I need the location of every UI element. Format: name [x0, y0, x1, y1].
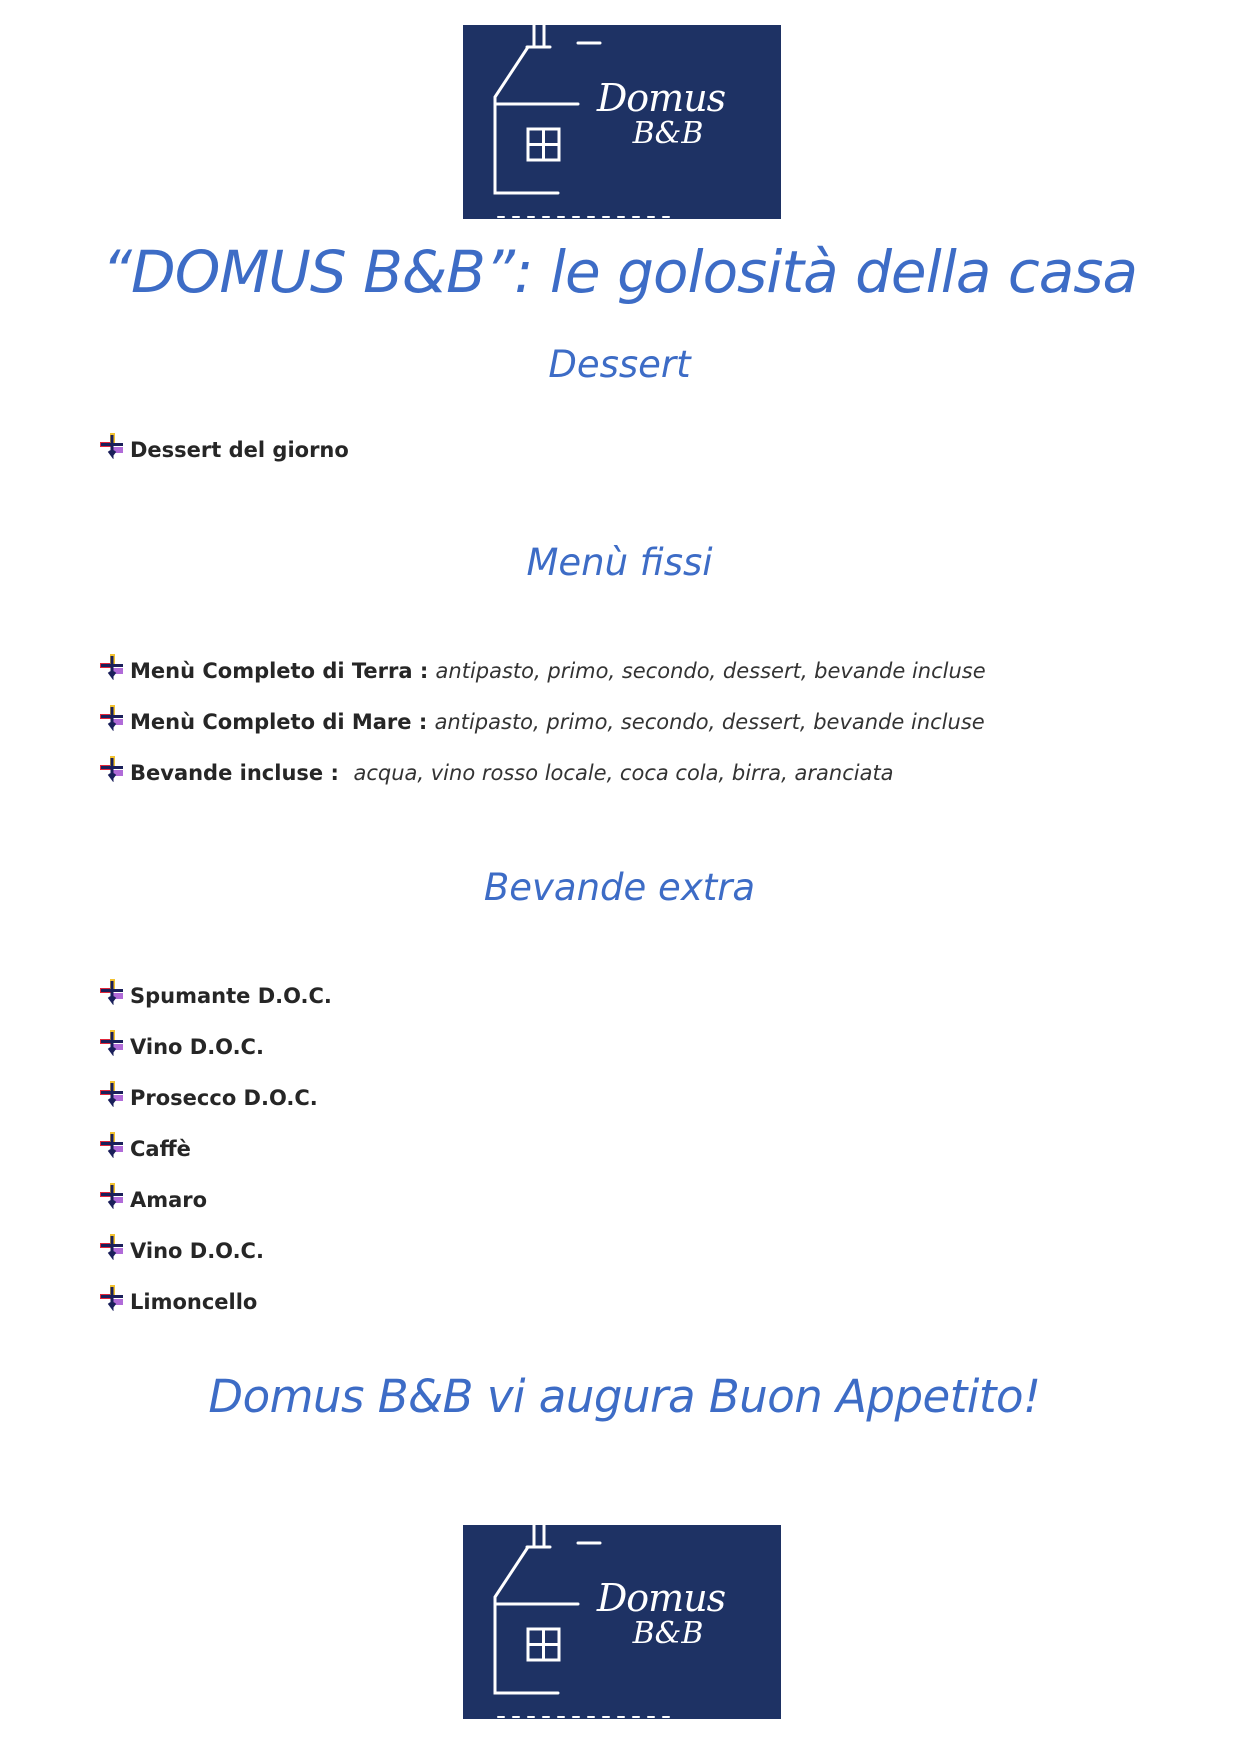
page-title: “DOMUS B&B”: le golosità della casa	[101, 238, 1138, 306]
item-description: acqua, vino rosso locale, coca cola, birra, aranciata	[353, 761, 894, 785]
item-name: Prosecco D.O.C.	[130, 1086, 318, 1110]
arrow-bullet-icon	[100, 654, 126, 680]
arrow-bullet-icon	[100, 1285, 126, 1311]
arrow-bullet-icon	[100, 705, 126, 731]
item-name: Caffè	[130, 1137, 191, 1161]
item-name: Vino D.O.C.	[130, 1035, 264, 1059]
logo-top	[463, 25, 781, 219]
logo-sub: B&B	[632, 116, 704, 151]
section-heading-dessert: Dessert	[548, 343, 691, 386]
logo-bottom	[463, 1525, 781, 1719]
arrow-bullet-icon	[100, 433, 126, 459]
arrow-bullet-icon	[100, 1132, 126, 1158]
closing-message: Domus B&B vi augura Buon Appetito!	[208, 1370, 1041, 1423]
section-heading-menu-fissi: Menù fissi	[526, 541, 713, 584]
section-heading-bevande-extra: Bevande extra	[483, 866, 756, 909]
arrow-bullet-icon	[100, 1081, 126, 1107]
item-description: antipasto, primo, secondo, dessert, bevande incluse	[434, 710, 985, 734]
logo-wordmark	[591, 1576, 731, 1651]
item-name: Vino D.O.C.	[130, 1239, 264, 1263]
item-name	[130, 659, 986, 683]
arrow-bullet-icon	[100, 1234, 126, 1260]
item-name: Limoncello	[130, 1290, 258, 1314]
item-name-text: Menù Completo di Mare :	[130, 710, 435, 734]
logo-name: Domus	[596, 76, 726, 120]
arrow-bullet-icon	[100, 1183, 126, 1209]
logo-sub: B&B	[632, 1616, 704, 1651]
item-name	[130, 761, 894, 785]
item-description: antipasto, primo, secondo, dessert, bevande incluse	[435, 659, 986, 683]
logo-name: Domus	[596, 1576, 726, 1620]
item-name: Dessert del giorno	[130, 438, 349, 462]
arrow-bullet-icon	[100, 1030, 126, 1056]
item-name	[130, 710, 985, 734]
item-name: Amaro	[130, 1188, 208, 1212]
arrow-bullet-icon	[100, 979, 126, 1005]
logo-wordmark	[591, 76, 731, 151]
item-name-text: Bevande incluse :	[130, 761, 354, 785]
item-name: Spumante D.O.C.	[130, 984, 332, 1008]
arrow-bullet-icon	[100, 756, 126, 782]
item-name-text: Menù Completo di Terra :	[130, 659, 436, 683]
